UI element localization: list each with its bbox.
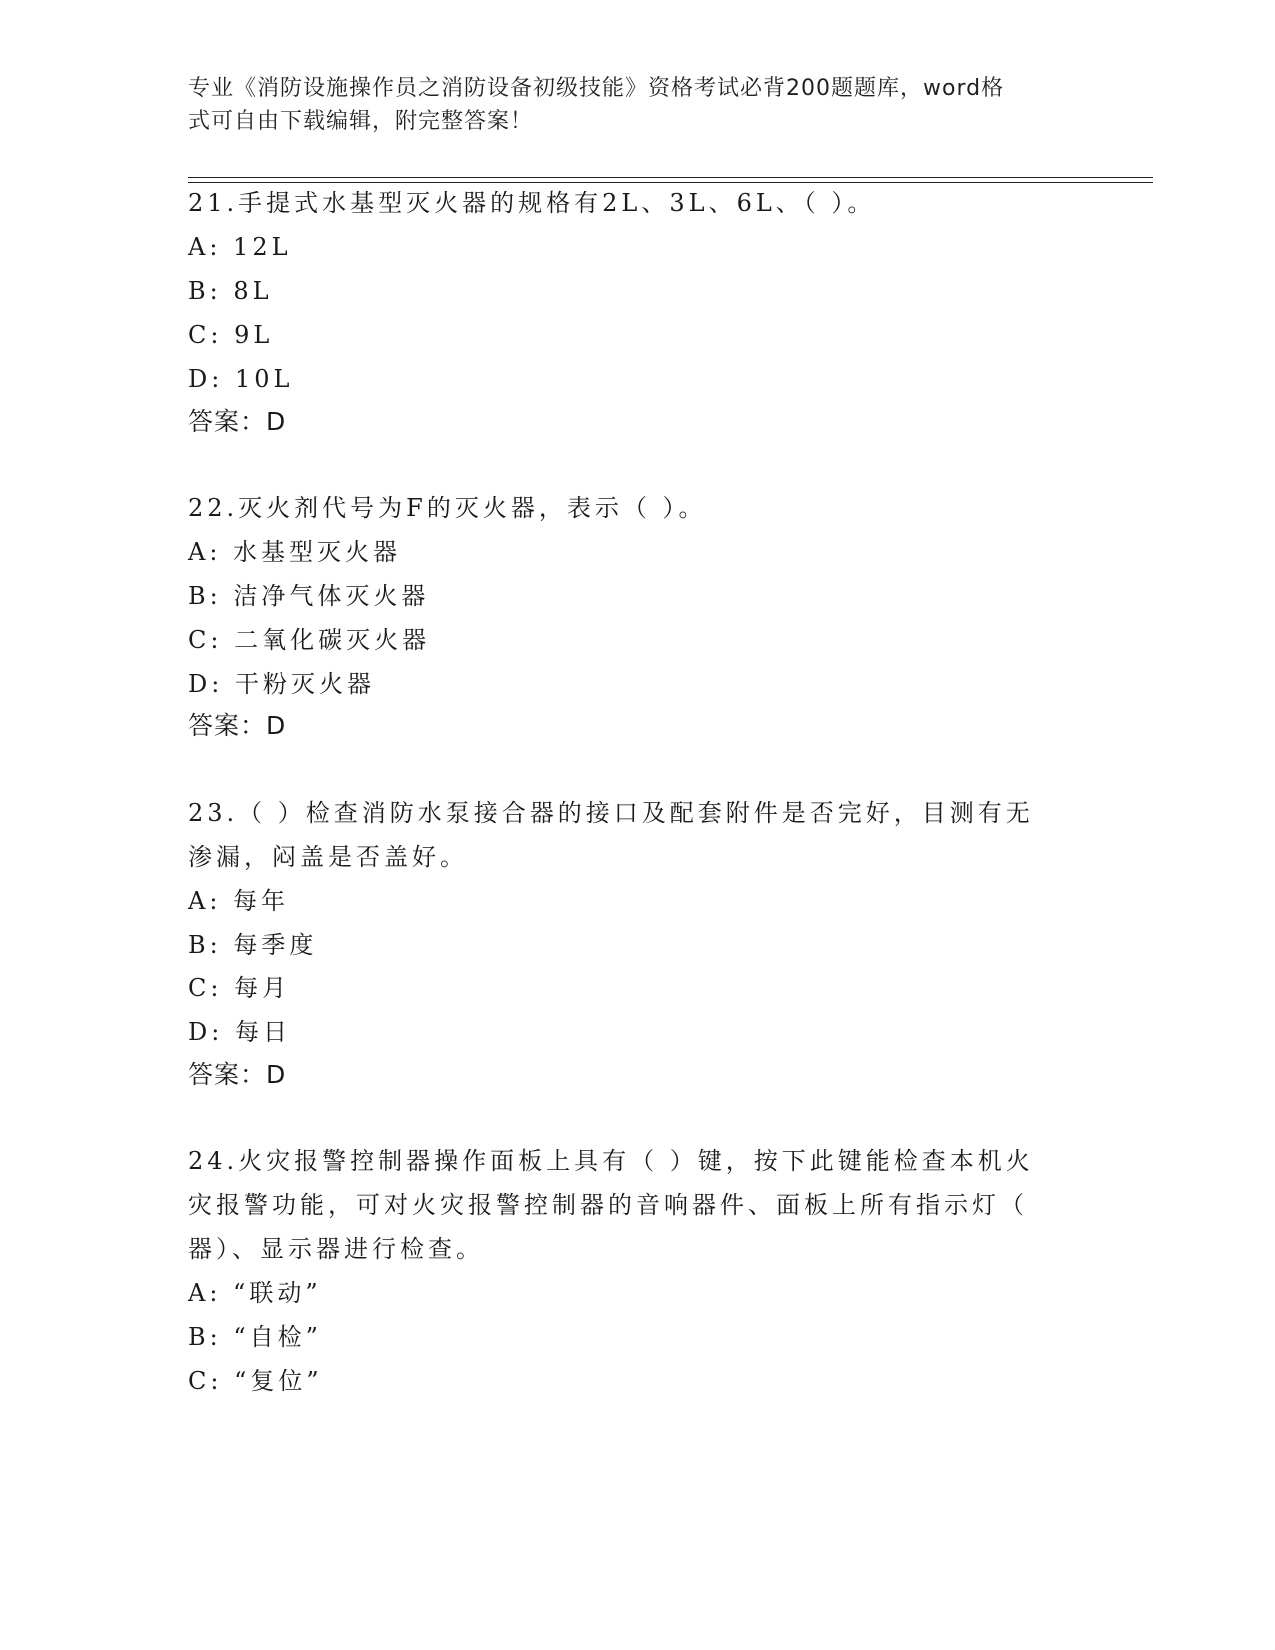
question-23-option-a: A: 每年 bbox=[188, 887, 290, 915]
question-23-answer: 答案：D bbox=[188, 1060, 287, 1089]
question-22-option-c: C: 二氧化碳灭火器 bbox=[188, 626, 431, 654]
question-21-answer: 答案：D bbox=[188, 407, 287, 436]
question-23-stem-line-2: 渗漏，闷盖是否盖好。 bbox=[188, 843, 468, 871]
question-24-stem-line-3: 器）、显示器进行检查。 bbox=[188, 1235, 484, 1263]
question-22-option-d: D: 干粉灭火器 bbox=[188, 670, 375, 698]
question-21-option-d: D: 10L bbox=[188, 365, 294, 393]
question-22-answer: 答案：D bbox=[188, 711, 287, 740]
header-line-2: 式可自由下载编辑，附完整答案！ bbox=[188, 109, 534, 134]
question-21-stem: 21.手提式水基型灭火器的规格有2L、3L、6L、（ ）。 bbox=[188, 189, 876, 217]
question-21-option-b: B: 8L bbox=[188, 277, 273, 305]
header-line-1: 专业《消防设施操作员之消防设备初级技能》资格考试必背200题题库，word格 bbox=[188, 76, 1005, 101]
question-24-option-c: C: “复位” bbox=[188, 1367, 323, 1395]
question-23-option-d: D: 每日 bbox=[188, 1018, 291, 1046]
document-header bbox=[188, 72, 1088, 138]
question-24-stem-line-2: 灾报警功能，可对火灾报警控制器的音响器件、面板上所有指示灯（ bbox=[188, 1191, 1028, 1219]
question-23-stem-line-1: 23.（ ）检查消防水泵接合器的接口及配套附件是否完好，目测有无 bbox=[188, 799, 1034, 827]
question-23-option-b: B: 每季度 bbox=[188, 931, 318, 959]
question-23-option-c: C: 每月 bbox=[188, 974, 291, 1002]
question-24-option-b: B: “自检” bbox=[188, 1323, 322, 1351]
question-22-option-b: B: 洁净气体灭火器 bbox=[188, 582, 430, 610]
question-21-option-a: A: 12L bbox=[188, 233, 292, 261]
question-24-stem-line-1: 24.火灾报警控制器操作面板上具有（ ）键，按下此键能检查本机火 bbox=[188, 1147, 1034, 1175]
question-22-option-a: A: 水基型灭火器 bbox=[188, 538, 402, 566]
header-divider-bottom bbox=[188, 182, 1153, 183]
question-22-stem: 22.灭火剂代号为F的灭火器，表示（ ）。 bbox=[188, 494, 707, 522]
question-24-option-a: A: “联动” bbox=[188, 1279, 322, 1307]
header-divider-top bbox=[188, 177, 1153, 178]
question-21-option-c: C: 9L bbox=[188, 321, 274, 349]
